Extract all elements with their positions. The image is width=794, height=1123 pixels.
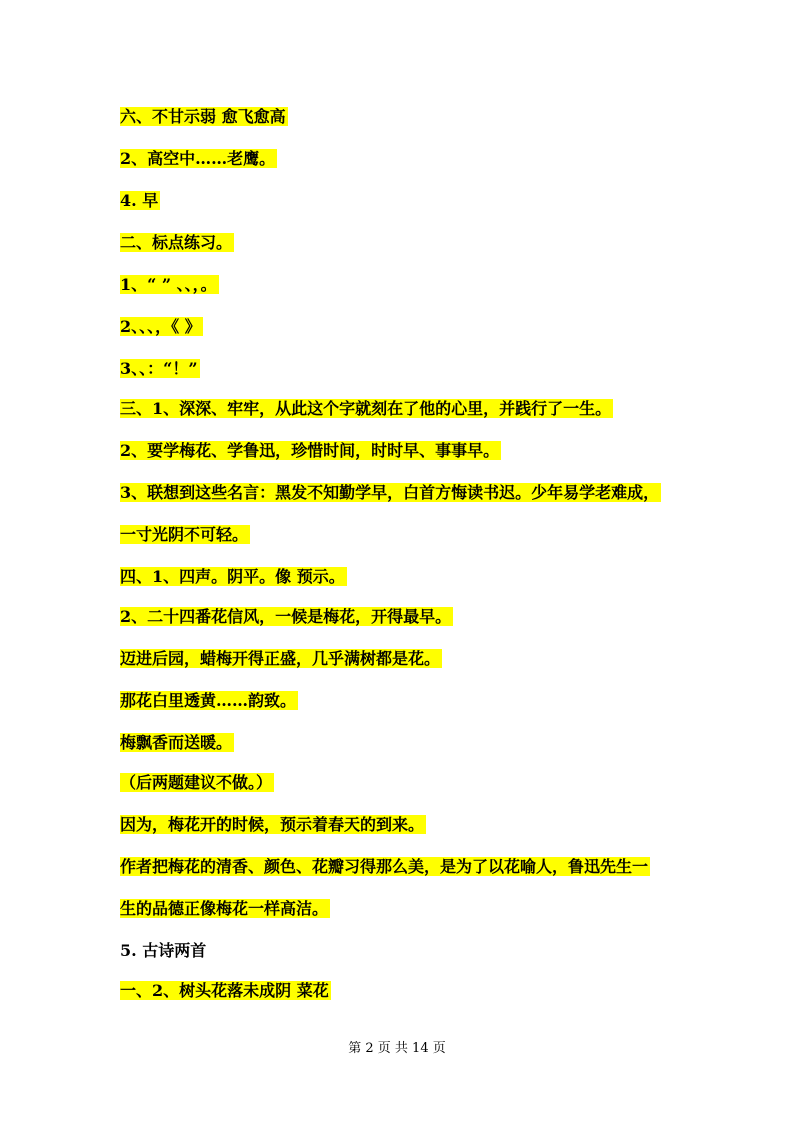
- text-line: [120, 980, 331, 1002]
- text-line: [120, 440, 501, 462]
- text-line: [120, 772, 274, 794]
- text-line: [120, 482, 661, 504]
- text-line: [120, 232, 234, 254]
- highlighted-text: 4. 早: [120, 191, 159, 210]
- highlighted-text: 因为，梅花开的时候，预示着春天的到来。: [120, 815, 425, 834]
- section-heading: [120, 190, 160, 212]
- page-footer: 第 2 页 共 14 页: [348, 1041, 446, 1056]
- text-line: [120, 648, 442, 670]
- text-line: [120, 148, 277, 170]
- highlighted-text: 那花白里透黄……韵致。: [120, 691, 297, 710]
- highlighted-text: 2、二十四番花信风，一候是梅花，开得最早。: [120, 607, 452, 626]
- text-line: [120, 606, 453, 628]
- plain-text: 5. 古诗两首: [120, 941, 207, 960]
- highlighted-text: 六、不甘示弱 愈飞愈高: [120, 107, 286, 126]
- section-heading: [120, 940, 206, 962]
- text-line: [120, 398, 613, 420]
- highlighted-text: 二、标点练习。: [120, 233, 233, 252]
- text-line: [120, 690, 298, 712]
- text-line: [120, 898, 330, 920]
- text-line: [120, 274, 219, 296]
- highlighted-text: 1、“ ” 、、，。: [120, 275, 217, 294]
- highlighted-text: 四、1、四声。阴平。像 预示。: [120, 567, 345, 586]
- highlighted-text: 3、、：“！”: [120, 359, 198, 378]
- highlighted-text: 3、联想到这些名言：黑发不知勤学早，白首方悔读书迟。少年易学老难成，: [120, 483, 660, 502]
- text-line: [120, 106, 288, 128]
- text-line: [120, 316, 203, 338]
- highlighted-text: 一、2、树头花落未成阴 菜花: [120, 981, 329, 1000]
- highlighted-text: 梅飘香而送暖。: [120, 733, 233, 752]
- highlighted-text: 2、高空中……老鹰。: [120, 149, 276, 168]
- text-line: [120, 732, 234, 754]
- highlighted-text: 生的品德正像梅花一样高洁。: [120, 899, 329, 918]
- text-line: [120, 856, 650, 878]
- highlighted-text: 2、、、，《 》: [120, 317, 201, 336]
- text-line: [120, 814, 426, 836]
- highlighted-text: 作者把梅花的清香、颜色、花瓣习得那么美，是为了以花喻人，鲁迅先生一: [120, 857, 649, 876]
- text-line: [120, 358, 200, 380]
- highlighted-text: 一寸光阴不可轻。: [120, 525, 249, 544]
- highlighted-text: （后两题建议不做。）: [120, 773, 273, 792]
- highlighted-text: 2、要学梅花、学鲁迅，珍惜时间，时时早、事事早。: [120, 441, 500, 460]
- text-line: [120, 566, 347, 588]
- highlighted-text: 三、1、深深、牢牢，从此这个字就刻在了他的心里，并践行了一生。: [120, 399, 612, 418]
- highlighted-text: 迈进后园，蜡梅开得正盛，几乎满树都是花。: [120, 649, 441, 668]
- text-line: [120, 524, 250, 546]
